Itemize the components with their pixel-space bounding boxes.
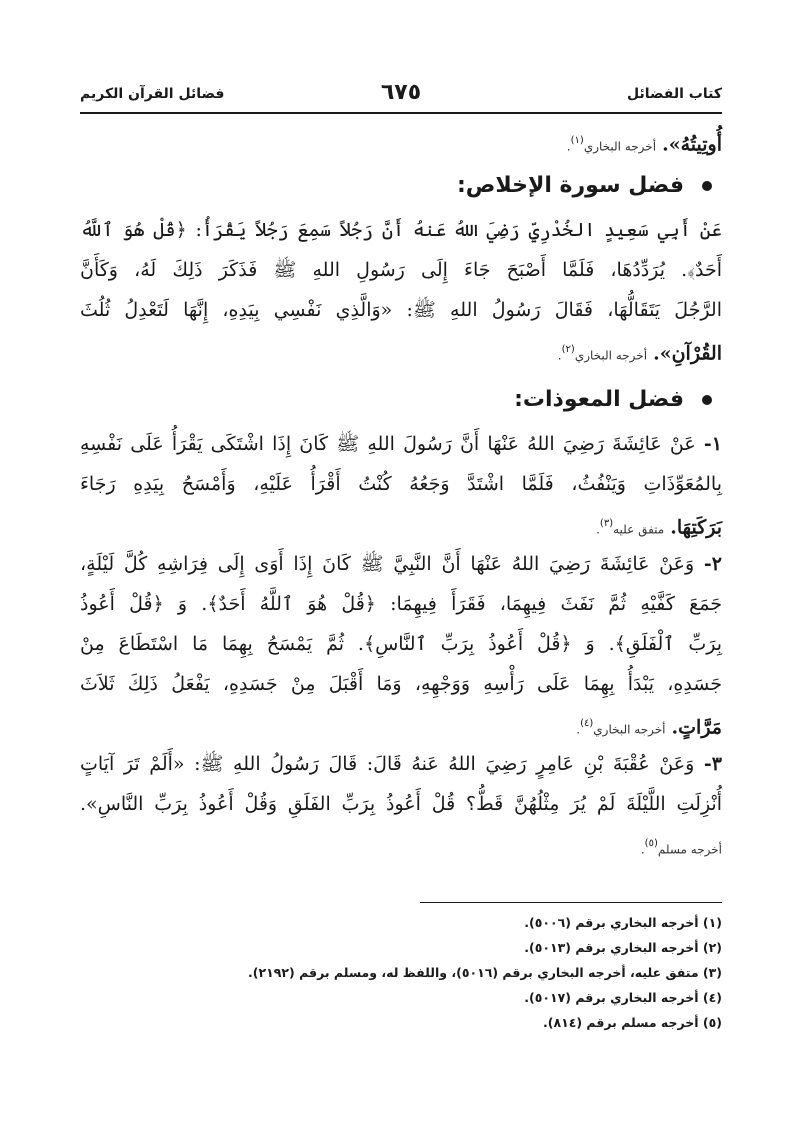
hadith3-number: ٣- bbox=[703, 753, 722, 775]
hadith1-line-2: بِالمُعَوِّذَاتِ وَيَنْفُثُ، فَلَمَّا اشْتَدَّ وَجَعُهُ كُنْتُ أَقْرَأُ عَلَيْهِ، وَأَمْسَحُ بِيَدِهِ رَجَاءَ bbox=[80, 473, 722, 495]
hadith1-line-1 bbox=[80, 424, 722, 464]
intro-line: أُوتِيتُهُ». أخرجه البخاري$^{(١)}$. bbox=[566, 133, 722, 156]
heading-ikhlas bbox=[80, 162, 722, 210]
hadith3-line-1 bbox=[80, 744, 722, 784]
intro-ref: (١) bbox=[570, 135, 584, 146]
hadith2-ref: (٤) bbox=[580, 718, 594, 729]
hadith2-last-text: مَرَّاتٍ. bbox=[671, 716, 722, 739]
hadith2-line-1 bbox=[80, 544, 722, 584]
heading-muawwidhat-text: فضل المعوذات: bbox=[514, 387, 684, 412]
hadith1-source: متفق عليه bbox=[613, 522, 665, 537]
footnote-1: (١) أخرجه البخاري برقم (٥٠٠٦). bbox=[524, 915, 722, 930]
ikhlas-line-2: أَحَدٌ﴾. يُرَدِّدُهَا، فَلَمَّا أَصْبَحَ جَاءَ إِلَى رَسُولِ اللهِ ﷺ فَذَكَرَ ذَلِكَ لَهُ، وَكَأَنَّ bbox=[80, 259, 722, 281]
hadith3-line-3: أخرجه مسلم$^{(٥)}$. bbox=[640, 838, 722, 857]
hadith2-line-2: جَمَعَ كَفَّيْهِ ثُمَّ نَفَثَ فِيهِمَا، فَقَرَأَ فِيهِمَا: ﴿قُلْ هُوَ ٱللَّهُ أَحَدٌ﴾. وَ ﴿قُلْ أَعُوذُ bbox=[80, 593, 722, 615]
hadith3-source: أخرجه مسلم bbox=[657, 842, 722, 857]
hadith2-line-4: جَسَدِهِ، يَبْدَأُ بِهِمَا عَلَى رَأْسِهِ وَوَجْهِهِ، وَمَا أَقْبَلَ مِنْ جَسَدِهِ، يَفْعَلُ ذَلِكَ ثَلاَثَ bbox=[80, 673, 722, 695]
footnote-divider bbox=[420, 902, 722, 903]
bullet-icon bbox=[702, 181, 712, 191]
hadith3-ref: (٥) bbox=[644, 838, 658, 849]
hadith2-text-1: وَعَنْ عَائِشَةَ رَضِيَ اللهُ عَنْهَا أَنَّ النَّبِيَّ ﷺ كَانَ إِذَا أَوَى إِلَى فِرَاشِهِ كُلَّ لَيْلَةٍ، bbox=[80, 553, 695, 575]
intro-text: أُوتِيتُهُ». bbox=[662, 133, 722, 156]
heading-muawwidhat bbox=[80, 376, 722, 424]
footnote-4: (٤) أخرجه البخاري برقم (٥٠١٧). bbox=[524, 990, 722, 1005]
book-title: كتاب الفضائل bbox=[627, 86, 722, 102]
page-body bbox=[80, 124, 722, 864]
hadith1-text-1: عَنْ عَائِشَةَ رَضِيَ اللهُ عَنْهَا أَنَّ رَسُولَ اللهِ ﷺ كَانَ إِذَا اشْتَكَى يَقْرَأُ عَلَى نَفْسِهِ bbox=[80, 433, 696, 455]
footnote-5: (٥) أخرجه مسلم برقم (٨١٤). bbox=[542, 1015, 722, 1030]
page-number: ٦٧٥ bbox=[380, 80, 422, 105]
ikhlas-source: أخرجه البخاري bbox=[574, 348, 648, 363]
bullet-icon bbox=[702, 395, 712, 405]
heading-ikhlas-text: فضل سورة الإخلاص: bbox=[457, 173, 684, 198]
hadith2-line-5: مَرَّاتٍ. أخرجه البخاري$^{(٤)}$. bbox=[576, 716, 722, 739]
ikhlas-line-3: الرَّجُلَ يَتَقَالُّهَا، فَقَالَ رَسُولُ اللهِ ﷺ: «وَالَّذِي نَفْسِي بِيَدِهِ، إِنَّهَا لَتَعْدِلُ ثُلُثَ bbox=[80, 299, 722, 321]
footnote-2: (٢) أخرجه البخاري برقم (٥٠١٣). bbox=[524, 940, 722, 955]
hadith1-line-3: بَرَكَتِهَا. متفق عليه$^{(٣)}$. bbox=[596, 516, 722, 539]
ikhlas-last-text: القُرْآنِ». bbox=[653, 342, 722, 365]
footnote-3: (٣) متفق عليه، أخرجه البخاري برقم (٥٠١٦)، واللفظ له، ومسلم برقم (٢١٩٢). bbox=[248, 965, 722, 980]
ikhlas-line-4: القُرْآنِ». أخرجه البخاري$^{(٢)}$. bbox=[557, 342, 722, 365]
hadith2-source: أخرجه البخاري bbox=[593, 722, 666, 737]
ikhlas-ref: (٢) bbox=[561, 344, 575, 355]
ikhlas-line-1: عَنْ أَبِي سَعِيدٍ الخُدْرِيِّ رَضِيَ اللهُ عَنهُ أَنَّ رَجُلاً سَمِعَ رَجُلاً يَقْرَأُ: ﴿قُلْ هُوَ ٱللَّهُ bbox=[80, 219, 722, 241]
hadith2-number: ٢- bbox=[703, 553, 722, 575]
hadith1-last-text: بَرَكَتِهَا. bbox=[670, 516, 722, 539]
hadith2-line-3: بِرَبِّ ٱلْفَلَقِ﴾. وَ ﴿قُلْ أَعُوذُ بِرَبِّ ٱلنَّاسِ﴾. ثُمَّ يَمْسَحُ بِهِمَا مَا اسْتَطَاعَ مِنْ bbox=[80, 633, 722, 655]
hadith3-line-2: أُنْزِلَتِ اللَّيْلَةَ لَمْ يُرَ مِثْلُهُنَّ قَطُّ؟ قُلْ أَعُوذُ بِرَبِّ الفَلَقِ وَقُلْ أَعُوذُ بِرَبِّ النَّاسِ». bbox=[80, 793, 722, 815]
chapter-title: فضائل القرآن الكريم bbox=[80, 86, 225, 102]
page-header bbox=[80, 82, 722, 114]
intro-source: أخرجه البخاري bbox=[583, 139, 657, 154]
hadith1-ref: (٣) bbox=[599, 518, 614, 529]
hadith1-number: ١- bbox=[703, 433, 722, 455]
hadith3-text-1: وَعَنْ عُقْبَةَ بْنِ عَامِرٍ رَضِيَ اللهُ عَنهُ قَالَ: قَالَ رَسُولُ اللهِ ﷺ: «أَلَمْ تَرَ آيَاتٍ bbox=[80, 753, 695, 775]
footnotes bbox=[80, 910, 722, 1035]
